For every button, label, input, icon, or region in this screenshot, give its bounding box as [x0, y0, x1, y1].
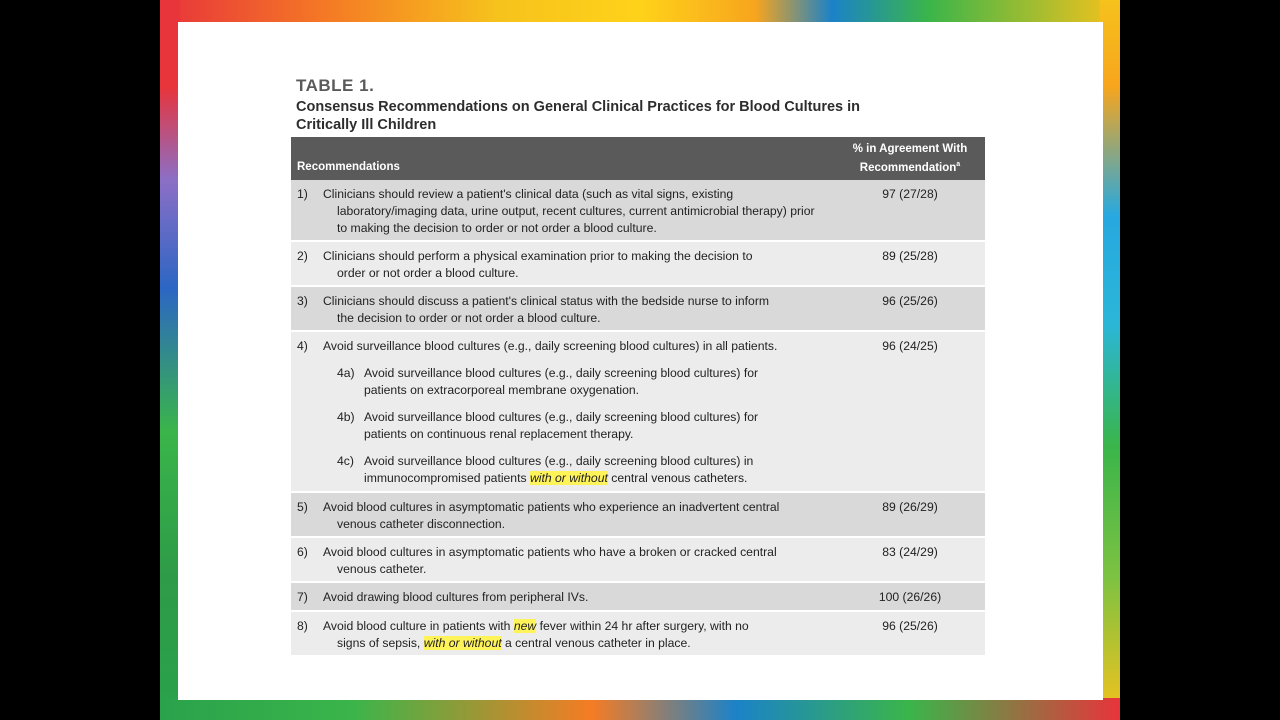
recommendation-continuation: venous catheter.	[337, 562, 427, 576]
row-number: 6)	[297, 545, 308, 559]
recommendation-line1: Clinicians should review a patient's clinical data (such as vital signs, existing	[323, 187, 734, 201]
recommendation-text	[323, 618, 835, 652]
sub-line1: Avoid surveillance blood cultures (e.g., daily screening blood cultures) for	[364, 410, 759, 424]
table-title-line2: Critically Ill Children	[296, 117, 437, 133]
continuation-end: a central venous catheter in place.	[501, 636, 691, 650]
frame-edge-left	[160, 0, 180, 720]
sub-recommendation	[297, 453, 835, 487]
table-title	[296, 98, 976, 134]
sub-continuation-end: central venous catheters.	[607, 471, 748, 485]
recommendation-cell	[291, 287, 835, 330]
header-footnote-marker: a	[956, 160, 961, 168]
header-agreement-line2: Recommendation	[859, 161, 957, 174]
recommendation-continuation: the decision to order or not order a blood culture.	[337, 311, 601, 325]
header-agreement-line1: % in Agreement With	[852, 142, 968, 155]
recommendation-text: Avoid drawing blood cultures from peripheral IVs.	[323, 590, 589, 604]
row-number: 5)	[297, 500, 308, 514]
table-label: TABLE 1.	[296, 76, 375, 95]
recommendation-text	[323, 293, 835, 327]
recommendation-cell	[291, 583, 835, 610]
recommendation-text	[323, 186, 835, 237]
agreement-cell: 100 (26/26)	[878, 590, 942, 604]
table-title-line1: Consensus Recommendations on General Clinical Practices for Blood Cultures in	[296, 99, 861, 115]
recommendation-text	[323, 499, 835, 533]
sub-recommendation-text	[364, 453, 835, 487]
table-row	[291, 538, 985, 583]
sub-recommendation	[297, 365, 835, 399]
row-number: 2)	[297, 249, 308, 263]
agreement-cell: 89 (25/28)	[882, 249, 938, 263]
row-number: 7)	[297, 590, 308, 604]
agreement-cell: 97 (27/28)	[882, 187, 938, 201]
recommendation-continuation	[323, 635, 823, 652]
agreement-cell: 89 (26/29)	[882, 500, 938, 514]
recommendation-text	[323, 544, 835, 578]
recommendations-table	[291, 137, 985, 657]
recommendation-continuation: venous catheter disconnection.	[337, 517, 506, 531]
table-row	[291, 287, 985, 332]
recommendation-cell	[291, 538, 835, 581]
sub-recommendation-text	[364, 365, 835, 399]
table-row	[291, 612, 985, 657]
recommendation-continuation: order or not order a blood culture.	[337, 266, 519, 280]
table-title-block	[296, 76, 976, 134]
recommendation-line1: Clinicians should discuss a patient's clinical status with the bedside nurse to inform	[323, 294, 770, 308]
frame-edge-bottom	[160, 698, 1120, 720]
agreement-cell: 83 (24/29)	[882, 545, 938, 559]
agreement-cell: 96 (25/26)	[882, 294, 938, 308]
recommendation-cell	[291, 242, 835, 285]
recommendation-continuation: laboratory/imaging data, urine output, recent cultures, current antimicrobial therapy) prior to making the decision to order or not order a blood culture.	[337, 204, 815, 235]
row-number: 3)	[297, 294, 308, 308]
recommendation-text	[323, 248, 835, 282]
table-row	[291, 583, 985, 612]
sub-line1: Avoid surveillance blood cultures (e.g., daily screening blood cultures) in	[364, 454, 754, 468]
table-row	[291, 332, 985, 493]
row-number: 4)	[297, 339, 308, 353]
recommendation-cell	[291, 180, 835, 240]
sub-line1: Avoid surveillance blood cultures (e.g., daily screening blood cultures) for	[364, 366, 759, 380]
recommendation-cell	[291, 493, 835, 536]
recommendation-line1-end: fever within 24 hr after surgery, with no	[536, 619, 749, 633]
header-recommendations: Recommendations	[297, 161, 400, 173]
highlighted-phrase: new	[513, 619, 537, 633]
highlighted-phrase: with or without	[423, 636, 502, 650]
sub-continuation: patients on extracorporeal membrane oxygenation.	[364, 383, 640, 397]
table-row	[291, 242, 985, 287]
highlighted-phrase: with or without	[529, 471, 608, 485]
agreement-cell: 96 (24/25)	[882, 339, 938, 353]
continuation-start: signs of sepsis,	[337, 636, 424, 650]
recommendation-line1: Avoid blood cultures in asymptomatic patients who experience an inadvertent central	[323, 500, 780, 514]
table-row	[291, 493, 985, 538]
recommendation-line1-start: Avoid blood culture in patients with	[323, 619, 514, 633]
agreement-cell: 96 (25/26)	[882, 619, 938, 633]
recommendation-line1: Avoid blood cultures in asymptomatic patients who have a broken or cracked central	[323, 545, 777, 559]
table-header	[291, 137, 985, 180]
recommendation-cell	[291, 332, 835, 491]
recommendation-cell	[291, 612, 835, 655]
frame-edge-right	[1100, 0, 1120, 720]
header-agreement	[835, 142, 985, 176]
sub-continuation: immunocompromised patients	[364, 471, 530, 485]
sub-number: 4c)	[337, 454, 354, 468]
sub-recommendation-text	[364, 409, 835, 443]
row-number: 8)	[297, 619, 308, 633]
table-row	[291, 180, 985, 242]
recommendation-text: Avoid surveillance blood cultures (e.g., daily screening blood cultures) in all patients.	[323, 339, 778, 353]
row-number: 1)	[297, 187, 308, 201]
recommendation-line1: Clinicians should perform a physical examination prior to making the decision to	[323, 249, 753, 263]
sub-recommendation	[297, 409, 835, 443]
sub-number: 4a)	[337, 366, 355, 380]
sub-number: 4b)	[337, 410, 355, 424]
sub-continuation: patients on continuous renal replacement therapy.	[364, 427, 634, 441]
